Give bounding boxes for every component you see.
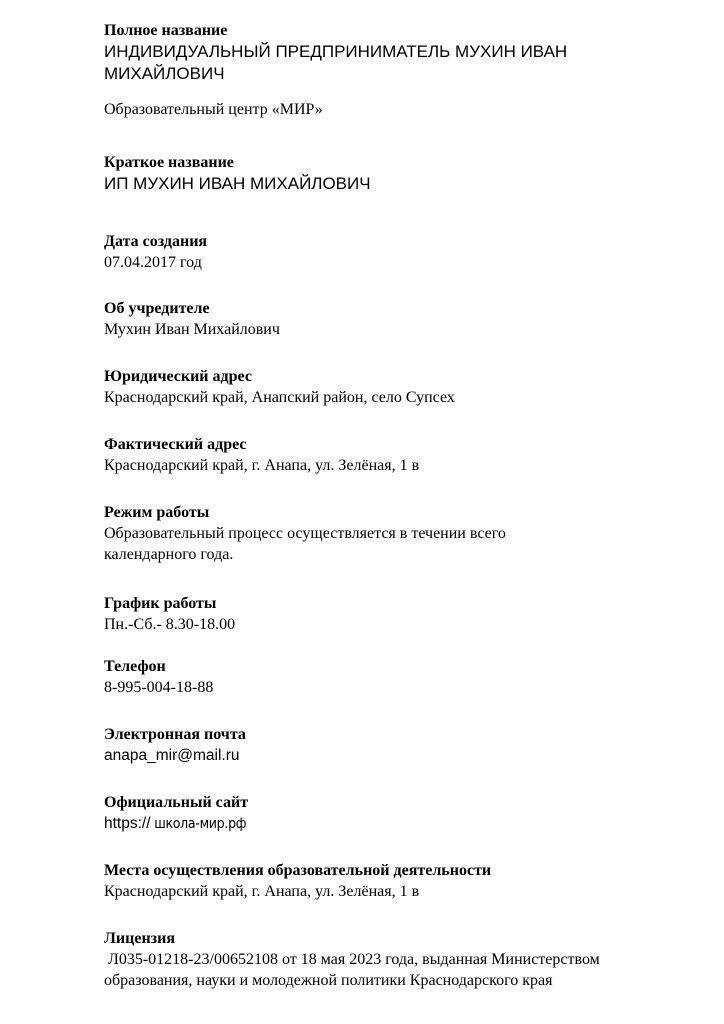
short-name-section xyxy=(104,152,694,195)
actual-address-section xyxy=(104,434,694,476)
schedule-section xyxy=(104,593,694,635)
legal-address-label: Юридический адрес xyxy=(104,368,252,385)
work-mode-section xyxy=(104,502,694,565)
website-link[interactable] xyxy=(104,813,694,835)
website-scheme: https:// xyxy=(104,815,151,832)
full-name-line-2: МИХАЙЛОВИЧ xyxy=(104,64,225,83)
full-name-section xyxy=(104,20,694,120)
full-name-label: Полное название xyxy=(104,22,228,39)
license-section xyxy=(104,928,694,991)
license-label: Лицензия xyxy=(104,930,175,947)
website-section xyxy=(104,792,694,835)
phone-section xyxy=(104,656,694,698)
work-mode-line-1: Образовательный процесс осуществляется в течении всего xyxy=(104,525,506,542)
founder-value: Мухин Иван Михайлович xyxy=(104,321,280,338)
education-places-section xyxy=(104,860,694,902)
email-section xyxy=(104,724,694,766)
founder-label: Об учредителе xyxy=(104,300,210,317)
actual-address-label: Фактический адрес xyxy=(104,436,247,453)
schedule-value: Пн.-Сб.- 8.30-18.00 xyxy=(104,616,236,633)
schedule-label: График работы xyxy=(104,595,217,612)
short-name-label: Краткое название xyxy=(104,154,234,171)
full-name-line-1: ИНДИВИДУАЛЬНЫЙ ПРЕДПРИНИМАТЕЛЬ МУХИН ИВАН xyxy=(104,42,568,61)
email-label: Электронная почта xyxy=(104,726,246,743)
creation-date-section xyxy=(104,231,694,273)
creation-date-value: 07.04.2017 год xyxy=(104,254,202,271)
phone-value: 8-995-004-18-88 xyxy=(104,679,214,696)
education-places-value: Краснодарский край, г. Анапа, ул. Зелёная, 1 в xyxy=(104,883,420,900)
education-places-label: Места осуществления образовательной деятельности xyxy=(104,862,492,879)
work-mode-label: Режим работы xyxy=(104,504,210,521)
legal-address-section xyxy=(104,366,694,408)
actual-address-value: Краснодарский край, г. Анапа, ул. Зелёная, 1 в xyxy=(104,457,420,474)
email-value[interactable]: anapa_mir@mail.ru xyxy=(104,747,240,764)
work-mode-line-2: календарного года. xyxy=(104,546,234,563)
license-line-1: Л035-01218-23/00652108 от 18 мая 2023 года, выданная Министерством xyxy=(104,951,600,968)
legal-address-value: Краснодарский край, Анапский район, село Супсех xyxy=(104,389,455,406)
website-domain: школа-мир.рф xyxy=(150,816,247,832)
center-name: Образовательный центр «МИР» xyxy=(104,101,323,118)
creation-date-label: Дата создания xyxy=(104,233,208,250)
license-line-2: образования, науки и молодежной политики Краснодарского края xyxy=(104,972,553,989)
short-name-value: ИП МУХИН ИВАН МИХАЙЛОВИЧ xyxy=(104,174,371,193)
website-label: Официальный сайт xyxy=(104,794,249,811)
phone-label: Телефон xyxy=(104,658,166,675)
founder-section xyxy=(104,298,694,340)
